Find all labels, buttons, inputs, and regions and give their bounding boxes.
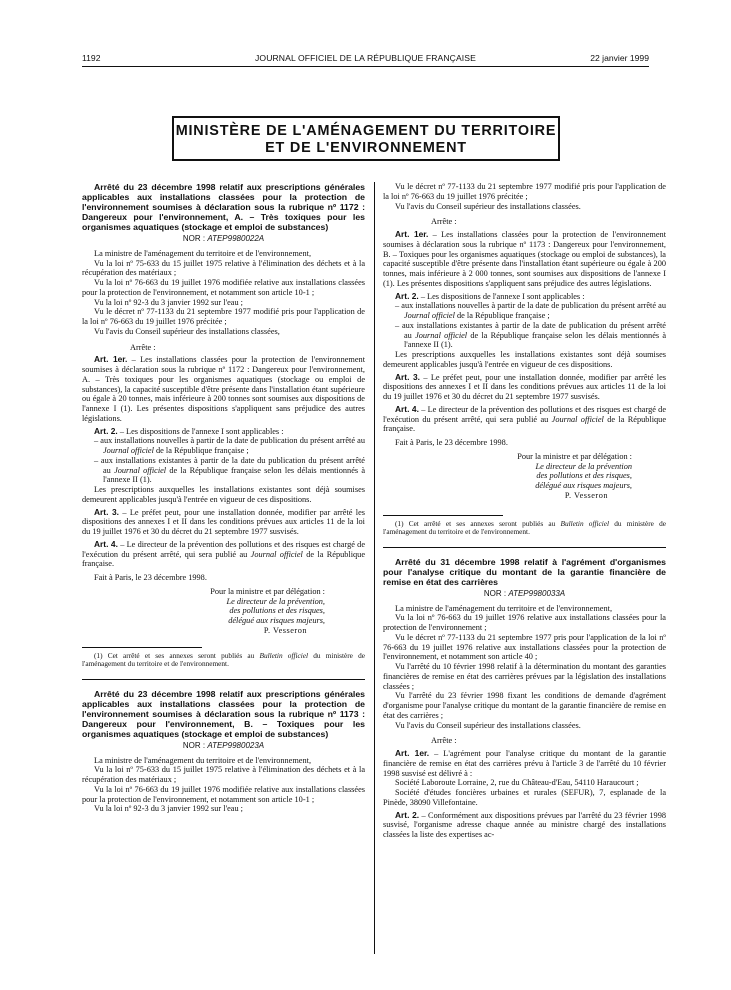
visa: Vu la loi nº 75-633 du 15 juillet 1975 relative à l'élimination des déchets et à la récupération des matériaux ;: [82, 765, 365, 785]
list-text: – aux installations existantes à partir de la date du publication du présent arrêté au: [94, 455, 365, 475]
article-label: Art. 1er.: [395, 748, 430, 759]
signature-line: [383, 471, 666, 481]
article-text: – Le préfet peut, pour une installation donnée, modifier par arrêté les dispositions des annexes I et II dans les conditions prévues aux articles 11 de la loi du 19 juillet 1976 et 30 du décret du 21 septembre 1977 susvisés.: [82, 507, 365, 536]
bulletin-ref: Bulletin officiel: [259, 650, 309, 660]
nor-label: NOR :: [182, 234, 206, 243]
signature-line: Pour la ministre et par délégation :: [210, 586, 325, 596]
decree-1-nor: [82, 234, 365, 244]
visa: Vu le décret nº 77-1133 du 21 septembre 1977 modifié pris pour l'application de la loi nº 76-663 du 19 juillet 1976 précitée ;: [82, 307, 365, 326]
footnote: [82, 652, 365, 669]
footnote-text: (1) Cet arrêté et ses annexes seront publiés au: [395, 518, 556, 528]
list-text: de la République française selon les délais mentionnés à l'annexe II (1).: [404, 330, 666, 350]
article-text: – Le directeur de la prévention des pollutions et des risques est chargé de l'exécution du présent arrêté, qui sera publié au: [383, 404, 666, 424]
list-text: de la République française ;: [457, 311, 550, 320]
done-at: Fait à Paris, le 23 décembre 1998.: [94, 573, 207, 582]
left-column: [82, 182, 365, 962]
article-text: – Les installations classées pour la protection de l'environnement soumises à déclaration sous la rubrique nº 1173 : Dangereux pour l'environnement, B. – Toxiques pour les organismes aquatiques (stockage ou emploi de substances), la capacité susceptible d'être présente dans l'installation étant supérieure ou égale à 200 tonnes, mais inférieure à 2 000 tonnes, sont soumises aux dispositions de l'annexe I (1). Les présentes dispositions s'appliquent sans préjudice des autres législations.: [383, 230, 666, 288]
visa: Vu le décret nº 77-1133 du 21 septembre 1977 modifié pris pour l'application de la loi nº 76-663 du 19 juillet 1976 précitée ;: [383, 182, 666, 201]
list-item: [383, 301, 666, 321]
arrete-label: Arrête :: [431, 736, 457, 746]
article-label: Art. 3.: [395, 371, 420, 382]
article-3: [383, 373, 666, 402]
article-text: – Conformément aux dispositions prévues par l'arrêté du 23 février 1998 susvisé, l'organisme adresse chaque année au ministre chargé des installations classées la liste des expertises ac-: [383, 810, 666, 840]
article-label: Art. 1er.: [395, 229, 429, 239]
list-text: – aux installations existantes à partir de la date de publication du présent arrêté au: [395, 320, 666, 340]
journal-ref: Journal officiel: [103, 446, 154, 455]
running-header: [82, 52, 649, 66]
journal-ref: Journal officiel: [404, 311, 455, 320]
visa: La ministre de l'aménagement du territoire et de l'environnement,: [395, 603, 613, 613]
signature-line: [383, 462, 666, 472]
signature-title: délégué aux risques majeurs,: [228, 616, 325, 625]
done-at: Fait à Paris, le 23 décembre 1998.: [395, 438, 508, 447]
visa: Vu la loi nº 75-633 du 15 juillet 1975 relative à l'élimination des déchets et à la récupération des matériaux ;: [82, 258, 365, 278]
ministry-line-2: ET DE L'ENVIRONNEMENT: [265, 140, 467, 156]
article-2: [82, 427, 365, 437]
article-label: Art. 1er.: [94, 354, 128, 365]
page-number: 1192: [82, 53, 101, 63]
article-label: Art. 2.: [395, 809, 420, 820]
signature-title: des pollutions et des risques,: [536, 471, 632, 481]
article-text: – Le directeur de la prévention des pollutions et des risques est chargé de l'exécution du présent arrêté, qui sera publié au: [82, 539, 365, 559]
footnote-rule: [82, 647, 202, 648]
bulletin-ref: Bulletin officiel: [560, 518, 610, 528]
article-label: Art. 2.: [395, 290, 419, 301]
journal-ref: Journal officiel: [250, 549, 303, 559]
decree-3-title: Arrêté du 31 décembre 1998 relatif à l'agrément d'organismes pour l'analyse critique du montant de la garantie financière de remise en état des carrières: [383, 556, 666, 587]
decree-2-title: Arrêté du 23 décembre 1998 relatif aux prescriptions générales applicables aux installations classées pour la protection de l'environnement soumises à déclaration sous la rubrique nº 1173 : Dangereux pour l'environnement, B. – Toxiques pour les organismes aquatiques (stockage et emploi de substances): [82, 688, 365, 739]
footnote-text: du ministère de l'aménagement du territoire et de l'environnement.: [82, 650, 365, 669]
signature-line: [383, 481, 666, 491]
visa: Vu le décret nº 77-1133 du 21 septembre 1977 pris pour l'application de la loi nº 76-663 du 19 juillet 1976 relative aux installations classées pour la protection de l'environnement, et notamment son article 40 ;: [383, 632, 666, 662]
journal-title: JOURNAL OFFICIEL DE LA RÉPUBLIQUE FRANÇAISE: [255, 53, 476, 63]
list-text: de la République française ;: [156, 446, 249, 455]
visa: Vu la loi nº 76-663 du 19 juillet 1976 modifiée relative aux installations classées pour la protection de l'environnement, et notamment son article 10-1 ;: [82, 278, 365, 297]
issue-date: 22 janvier 1999: [590, 53, 649, 63]
article-text: de la République française.: [82, 549, 365, 569]
visa: Vu la loi nº 76-663 du 19 juillet 1976 relative aux installations classées pour la protection de l'environnement ;: [383, 613, 666, 633]
signature-title: Le directeur de la prévention,: [226, 596, 325, 606]
article-2: [383, 811, 666, 840]
article-label: Art. 4.: [94, 538, 118, 549]
visa: Vu la loi nº 92-3 du 3 janvier 1992 sur l'eau ;: [94, 804, 243, 814]
list-text: – aux installations nouvelles à partir de la date de publication du présent arrêté au: [94, 436, 365, 446]
section-separator: [383, 547, 666, 548]
signature-title: délégué aux risques majeurs,: [535, 481, 632, 490]
footnote-rule: [383, 515, 503, 516]
nor-label: NOR :: [182, 740, 206, 750]
signature-line: Pour la ministre et par délégation :: [517, 451, 632, 461]
nor-code: ATEP9980023A: [207, 740, 265, 750]
article-4: [82, 540, 365, 569]
article-2-tail: Les prescriptions auxquelles les installations existantes sont déjà soumises demeurent applicables jusqu'à l'entrée en vigueur de ces dispositions.: [383, 350, 666, 369]
journal-ref: Journal officiel: [114, 465, 167, 475]
article-3: [82, 508, 365, 537]
arrete-label: Arrête :: [431, 217, 457, 227]
article-2: [383, 292, 666, 302]
list-item: [383, 321, 666, 350]
signature-line: [82, 616, 365, 626]
signature-line: [82, 597, 365, 607]
organisation-entry: Société d'études foncières urbaines et rurales (SEFUR), 7, esplanade de la Pinède, 38090 Villefontaine.: [383, 788, 666, 807]
article-text: – L'agrément pour l'analyse critique du montant de la garantie financière de remise en état des carrières prévu à l'article 3 de l'arrêté du 10 février 1998 susvisé est délivré à :: [383, 749, 666, 778]
ministry-box: [172, 116, 560, 161]
article-text: – Le préfet peut, pour une installation donnée, modifier par arrêté les dispositions des annexes I et II dans les conditions prévues aux articles 11 de la loi du 19 juillet 1976 et 30 du décret du 21 septembre 1977 susvisés.: [383, 372, 666, 401]
article-text: – Les dispositions de l'annexe I sont applicables :: [119, 426, 284, 436]
journal-ref: Journal officiel: [415, 330, 468, 340]
decree-2-nor: [82, 741, 365, 751]
signature-title: des pollutions et des risques,: [229, 606, 325, 616]
visa: Vu l'arrêté du 23 février 1998 fixant les conditions de demande d'agrément d'organisme pour l'analyse critique du montant de la garantie financière de remise en état des carrières ;: [383, 691, 666, 720]
decree-3-nor: [383, 589, 666, 599]
list-item: [82, 456, 365, 485]
nor-code: ATEP9980022A: [207, 234, 265, 243]
article-label: Art. 2.: [94, 425, 118, 436]
header-rule: [82, 66, 649, 67]
right-column: [383, 182, 666, 962]
list-text: – aux installations nouvelles à partir de la date de publication du présent arrêté au: [395, 301, 666, 311]
article-2-tail: Les prescriptions auxquelles les installations existantes sont déjà soumises demeurent applicables jusqu'à l'entrée en vigueur de ces dispositions.: [82, 485, 365, 504]
decree-1-title: Arrêté du 23 décembre 1998 relatif aux prescriptions générales applicables aux installations classées pour la protection de l'environnement soumises à déclaration sous la rubrique nº 1172 : Dangereux pour l'environnement, A. – Très toxiques pour les organismes aquatiques (stockage et emploi de substances): [82, 182, 365, 232]
nor-label: NOR :: [483, 588, 507, 598]
article-text: de la République française.: [383, 414, 666, 434]
visa: La ministre de l'aménagement du territoire et de l'environnement,: [94, 248, 312, 258]
ministry-line-1: MINISTÈRE DE L'AMÉNAGEMENT DU TERRITOIRE: [175, 123, 557, 139]
footnote-text: (1) Cet arrêté et ses annexes seront publiés au: [94, 650, 255, 660]
article-1: [383, 749, 666, 778]
visa: Vu la loi nº 76-663 du 19 juillet 1976 modifiée relative aux installations classées pour la protection de l'environnement, et notamment son article 10-1 ;: [82, 784, 365, 804]
visa: Vu la loi nº 92-3 du 3 janvier 1992 sur l'eau ;: [94, 297, 243, 307]
visa: Vu l'arrêté du 10 février 1998 relatif à la détermination du montant des garanties financières de remise en état des carrières prévues par la législation des installations classées ;: [383, 662, 666, 691]
article-4: [383, 405, 666, 434]
article-1: [383, 230, 666, 289]
article-text: – Les dispositions de l'annexe I sont applicables :: [420, 291, 585, 301]
signatory-name: P. Vesseron: [263, 625, 307, 635]
signatory-name: P. Vesseron: [564, 490, 608, 500]
visa: Vu l'avis du Conseil supérieur des installations classées,: [94, 326, 280, 336]
visa: La ministre de l'aménagement du territoire et de l'environnement,: [94, 755, 312, 765]
section-separator: [82, 679, 365, 680]
nor-code: ATEP9980033A: [508, 588, 566, 598]
article-text: – Les installations classées pour la protection de l'environnement soumises à déclaration sous la rubrique nº 1172 : Dangereux pour l'environnement, A. – Très toxiques pour les organismes aquatiques (stockage ou emploi de substances), la capacité susceptible d'être présente dans l'installation étant supérieure ou égale à 20 tonnes, mais inférieure à 200 tonnes sont soumises aux dispositions de l'annexe I (1). Les présentes dispositions s'appliquent sans préjudice des autres législations.: [82, 355, 365, 423]
journal-ref: Journal officiel: [551, 414, 604, 424]
arrete-label: Arrête :: [130, 342, 156, 352]
list-text: de la République française selon les délais mentionnés à l'annexe II (1).: [103, 465, 365, 485]
signature-title: Le directeur de la prévention: [535, 461, 632, 471]
list-item: [82, 436, 365, 456]
article-label: Art. 3.: [94, 506, 119, 517]
organisation-entry: Société Laboroute Lorraine, 2, rue du Château-d'Eau, 54110 Haraucourt ;: [395, 778, 639, 788]
article-label: Art. 4.: [395, 403, 419, 414]
article-1: [82, 355, 365, 423]
footnote-text: du ministère de l'aménagement du territoire et de l'environnement.: [383, 518, 666, 537]
visa: Vu l'avis du Conseil supérieur des installations classées.: [395, 720, 581, 730]
column-divider: [374, 182, 375, 954]
signature-line: [82, 606, 365, 616]
footnote: [383, 520, 666, 537]
visa: Vu l'avis du Conseil supérieur des installations classées.: [395, 201, 581, 211]
